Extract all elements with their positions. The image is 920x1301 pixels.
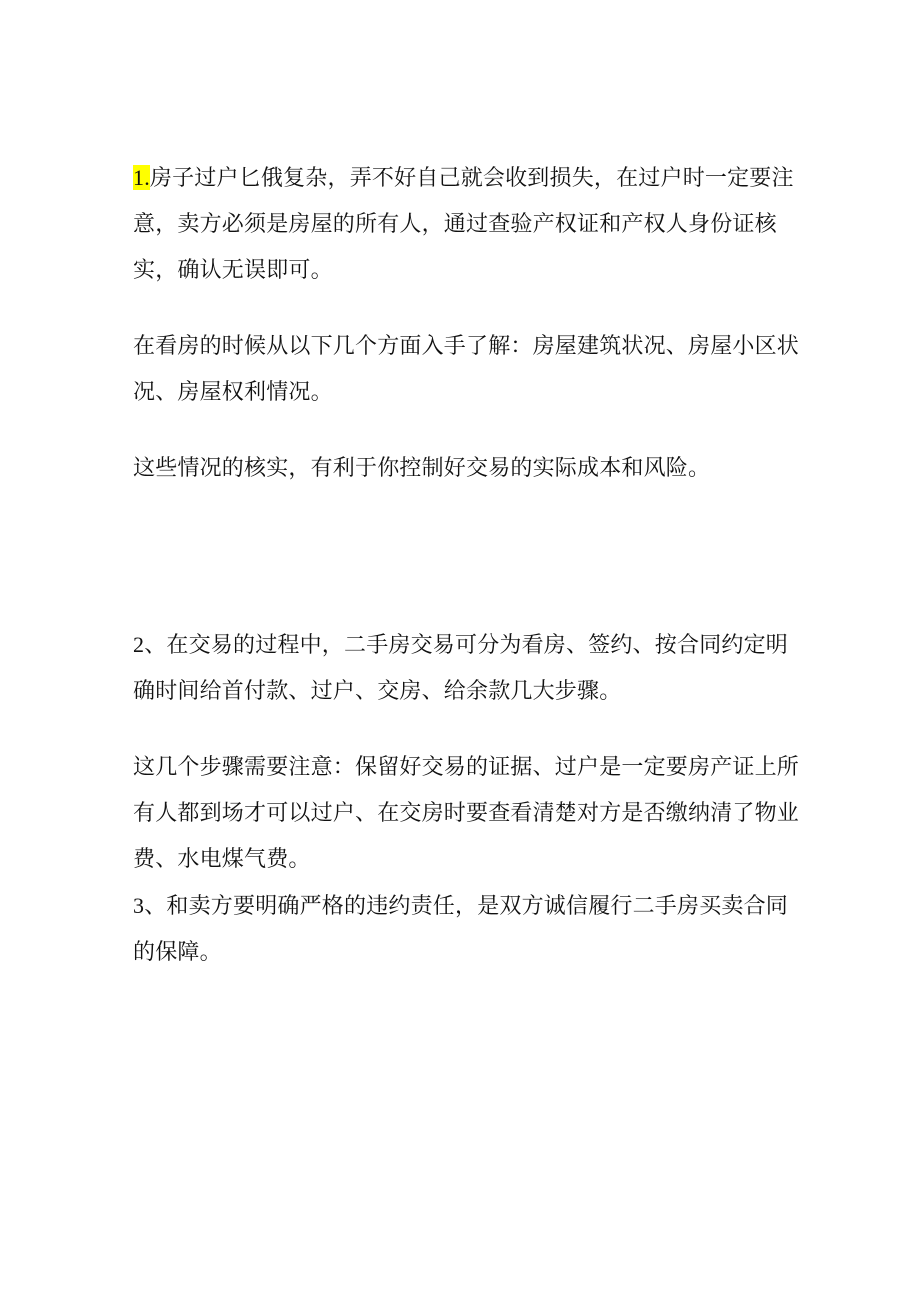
paragraph-4-text: 、在交易的过程中，二手房交易可分为看房、签约、按合同约定明确时间给首付款、过户、交房、给余款几大步骤。 xyxy=(133,633,789,704)
paragraph-2-text: 在看房的时候从以下几个方面入手了解：房屋建筑状况、房屋小区状况、房屋权利情况。 xyxy=(133,334,800,405)
paragraph-4 xyxy=(133,622,803,715)
paragraph-2 xyxy=(133,324,803,416)
paragraph-5-text: 这几个步骤需要注意：保留好交易的证据、过户是一定要房产证上所有人都到场才可以过户、在交房时要查看清楚对方是否缴纳清了物业费、水电煤气费。 xyxy=(133,755,800,872)
paragraph-6-number: 3 xyxy=(133,893,145,918)
paragraph-1 xyxy=(133,155,803,294)
paragraph-4-number: 2 xyxy=(133,632,145,657)
paragraph-spacer xyxy=(133,715,803,745)
paragraph-6 xyxy=(133,883,803,976)
paragraph-3 xyxy=(133,446,803,492)
section-spacer xyxy=(133,492,803,622)
paragraph-3-text: 这些情况的核实，有利于你控制好交易的实际成本和风险。 xyxy=(133,456,711,481)
paragraph-1-number-highlighted: 1. xyxy=(133,165,150,190)
document-body xyxy=(133,155,803,976)
paragraph-5 xyxy=(133,745,803,883)
paragraph-6-text: 、和卖方要明确严格的违约责任，是双方诚信履行二手房买卖合同的保障。 xyxy=(133,894,789,965)
paragraph-1-text: 房子过户匕俄复杂，弄不好自己就会收到损失，在过户时一定要注意，卖方必须是房屋的所有人，通过查验产权证和产权人身份证核实，确认无误即可。 xyxy=(133,166,794,283)
paragraph-spacer xyxy=(133,294,803,324)
paragraph-spacer xyxy=(133,416,803,446)
